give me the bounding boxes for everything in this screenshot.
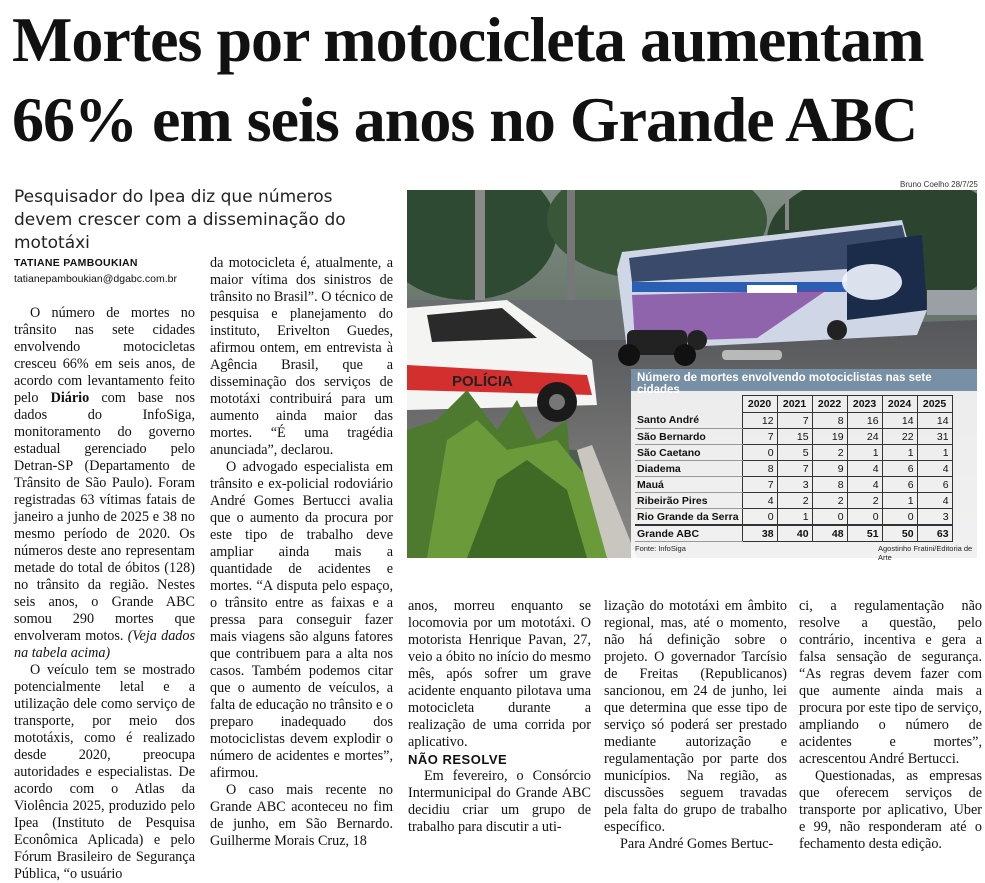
death-count-cell: 1: [777, 509, 812, 526]
city-name: Diadema: [635, 461, 742, 477]
article-column-4: [604, 598, 787, 853]
death-count-cell: 12: [742, 413, 777, 429]
paragraph: O número de mortes no trânsito nas sete cidades envolvendo motocicletas cresceu 66% em seis anos, de acordo com levantamento feito pelo Diário com base nos dados do InfoSiga, monitoramento do governo estadual gerenciado pelo Detran-SP (Departamento de Trânsito de São Paulo). Foram registradas 63 vítimas fatais de janeiro a junho de 2025 e 38 no mesmo período de 2020. Os números deste ano representam metade do total de óbitos (128) no trânsito da região. Nestes seis anos, o Grande ABC somou 290 mortes que envolveram motos. (Veja dados na tabela acima): [14, 305, 195, 661]
paragraph-continued: ci, a regulamentação não resolve a questão, pelo contrário, incentiva e gera a falsa sensação de segurança. “As regras devem fazer com que aumente ainda mais a procura por este tipo de serviço, ampliando o número de acidentes e mortes”, acrescentou André Bertucci.: [799, 598, 982, 767]
death-count-cell: 6: [882, 461, 917, 477]
article-column-1: [14, 305, 195, 883]
paragraph: Para André Gomes Bertuc-: [620, 836, 774, 852]
year-header: 2025: [917, 396, 952, 413]
table-source: Fonte: InfoSiga: [635, 544, 686, 553]
subheadline: Pesquisador do Ipea diz que números devem crescer com a disseminação do mototáxi: [14, 187, 346, 253]
table-reference: (Veja dados na tabela acima): [14, 628, 195, 661]
photo-credit: Bruno Coelho 28/7/25: [900, 180, 978, 189]
death-count-cell: 4: [847, 461, 882, 477]
death-count-cell: 1: [917, 445, 952, 461]
death-count-cell: 22: [882, 429, 917, 445]
death-count-cell: 4: [847, 477, 882, 493]
table-row: [635, 509, 952, 526]
paragraph: O advogado especialista em trânsito e ex-policial rodoviário André Gomes Bertucci avalia que o aumento da procura por este tipo de trabalho deve ampliar ainda mais a quantidade de acidentes e mortes. “A disputa pelo espaço, o trânsito entre as faixas e a pressa para conseguir fazer mais viagens são alguns fatores que contribuem para a alta nos casos. Também podemos citar que o aumento de veículos, a falta de educação no trânsito e o preparo inadequado dos motociclistas devem explodir o número de acidentes e mortes”, afirmou.: [210, 459, 393, 781]
death-count-cell: 40: [777, 525, 812, 542]
death-count-cell: 0: [882, 509, 917, 526]
death-count-cell: 8: [812, 413, 847, 429]
death-count-cell: 0: [847, 509, 882, 526]
death-count-cell: 0: [742, 445, 777, 461]
death-count-cell: 2: [777, 493, 812, 509]
author-name: TATIANE PAMBOUKIAN: [14, 257, 138, 269]
section-heading: NÃO RESOLVE: [408, 752, 508, 767]
table-row: [635, 429, 952, 445]
death-count-cell: 48: [812, 525, 847, 542]
death-count-cell: 14: [882, 413, 917, 429]
city-name: Rio Grande da Serra: [635, 509, 742, 526]
paragraph: Questionadas, as empresas que oferecem serviços de transporte por aplicativo, Uber e 99, não responderam até o fechamento desta edição.: [799, 768, 982, 852]
table-row: [635, 477, 952, 493]
paragraph-continued: anos, morreu enquanto se locomovia por um mototáxi. O motorista Henrique Pavan, 27, veio a óbito no início do mesmo mês, após sofrer um grave acidente enquanto pilotava uma motocicleta durante a realização de uma corrida por aplicativo.: [408, 598, 591, 750]
table-row: [635, 461, 952, 477]
death-count-cell: 19: [812, 429, 847, 445]
year-header: 2023: [847, 396, 882, 413]
statistics-table: [631, 369, 977, 558]
death-count-cell: 16: [847, 413, 882, 429]
death-count-cell: 14: [917, 413, 952, 429]
city-name: Grande ABC: [635, 525, 742, 542]
death-count-cell: 7: [777, 461, 812, 477]
newspaper-name: Diário: [50, 390, 90, 406]
death-count-cell: 5: [777, 445, 812, 461]
city-name: São Caetano: [635, 445, 742, 461]
death-count-cell: 8: [812, 477, 847, 493]
death-count-cell: 7: [777, 413, 812, 429]
byline: [14, 257, 204, 285]
year-header: 2020: [742, 396, 777, 413]
death-count-cell: 2: [847, 493, 882, 509]
paragraph: O caso mais recente no Grande ABC aconteceu no fim de junho, em São Bernardo. Guilherme Morais Cruz, 18: [210, 782, 393, 849]
article-column-3: [408, 598, 591, 836]
table-row: [635, 493, 952, 509]
death-count-cell: 2: [812, 445, 847, 461]
paragraph: Em fevereiro, o Consórcio Intermunicipal do Grande ABC decidiu criar um grupo de trabalho para discutir a uti-: [408, 768, 591, 835]
death-count-cell: 3: [777, 477, 812, 493]
death-count-cell: 8: [742, 461, 777, 477]
death-count-cell: 0: [812, 509, 847, 526]
city-name: São Bernardo: [635, 429, 742, 445]
table-header-row: [635, 396, 952, 413]
year-header: 2021: [777, 396, 812, 413]
art-credit: Agostinho Fratini/Editoria de Arte: [878, 544, 973, 562]
death-count-cell: 31: [917, 429, 952, 445]
death-count-cell: 50: [882, 525, 917, 542]
death-count-cell: 24: [847, 429, 882, 445]
author-email[interactable]: tatianepamboukian@dgabc.com.br: [14, 273, 178, 285]
table-title: Número de mortes envolvendo motociclistas nas sete cidades: [631, 369, 977, 391]
death-count-cell: 6: [917, 477, 952, 493]
death-count-cell: 0: [742, 509, 777, 526]
deaths-table: [635, 395, 953, 542]
death-count-cell: 6: [882, 477, 917, 493]
paragraph-continued: lização do mototáxi em âmbito regional, mas, até o momento, não há definição sobre o projeto. O governador Tarcísio de Freitas (Republicanos) sancionou, em 24 de junho, lei que determina que esse tipo de serviço só poderá ser prestado mediante autorização e regulamentação por parte dos municípios. Na região, as discussões seguem travadas pela falta do grupo de trabalho específico.: [604, 598, 787, 835]
article-column-5: [799, 598, 982, 853]
death-count-cell: 63: [917, 525, 952, 542]
death-count-cell: 9: [812, 461, 847, 477]
table-total-row: [635, 525, 952, 542]
death-count-cell: 7: [742, 477, 777, 493]
table-row: [635, 413, 952, 429]
death-count-cell: 3: [917, 509, 952, 526]
death-count-cell: 15: [777, 429, 812, 445]
article-column-2: [210, 255, 393, 850]
city-name: Santo André: [635, 413, 742, 429]
paragraph: O veículo tem se mostrado potencialmente letal e a utilização dele como serviço de transporte, por meio dos mototáxis, como é realizado desde 2020, preocupa autoridades e especialistas. De acordo com o Atlas da Violência 2025, produzido pelo Ipea (Instituto de Pesquisa Econômica Aplicada) e pelo Fórum Brasileiro de Segurança Pública, “o usuário: [14, 662, 195, 882]
death-count-cell: 1: [882, 493, 917, 509]
death-count-cell: 1: [847, 445, 882, 461]
year-header: 2022: [812, 396, 847, 413]
paragraph-continued: da motocicleta é, atualmente, a maior vítima dos sinistros de trânsito no Brasil”. O técnico de pesquisa e planejamento do instituto, Erivelton Guedes, afirmou ontem, em entrevista à Agência Brasil, que a disseminação dos serviços de mototáxi contribuirá para um aumento ainda maior das mortes. “É uma tragédia anunciada”, declarou.: [210, 255, 393, 458]
death-count-cell: 38: [742, 525, 777, 542]
city-name: Ribeirão Pires: [635, 493, 742, 509]
year-header: 2024: [882, 396, 917, 413]
death-count-cell: 7: [742, 429, 777, 445]
death-count-cell: 2: [812, 493, 847, 509]
table-row: [635, 445, 952, 461]
death-count-cell: 1: [882, 445, 917, 461]
city-name: Mauá: [635, 477, 742, 493]
death-count-cell: 4: [742, 493, 777, 509]
death-count-cell: 51: [847, 525, 882, 542]
headline: Mortes por motocicleta aumentam 66% em seis anos no Grande ABC: [12, 4, 924, 155]
death-count-cell: 4: [917, 461, 952, 477]
police-car-text: POLÍCIA: [452, 373, 513, 390]
death-count-cell: 4: [917, 493, 952, 509]
